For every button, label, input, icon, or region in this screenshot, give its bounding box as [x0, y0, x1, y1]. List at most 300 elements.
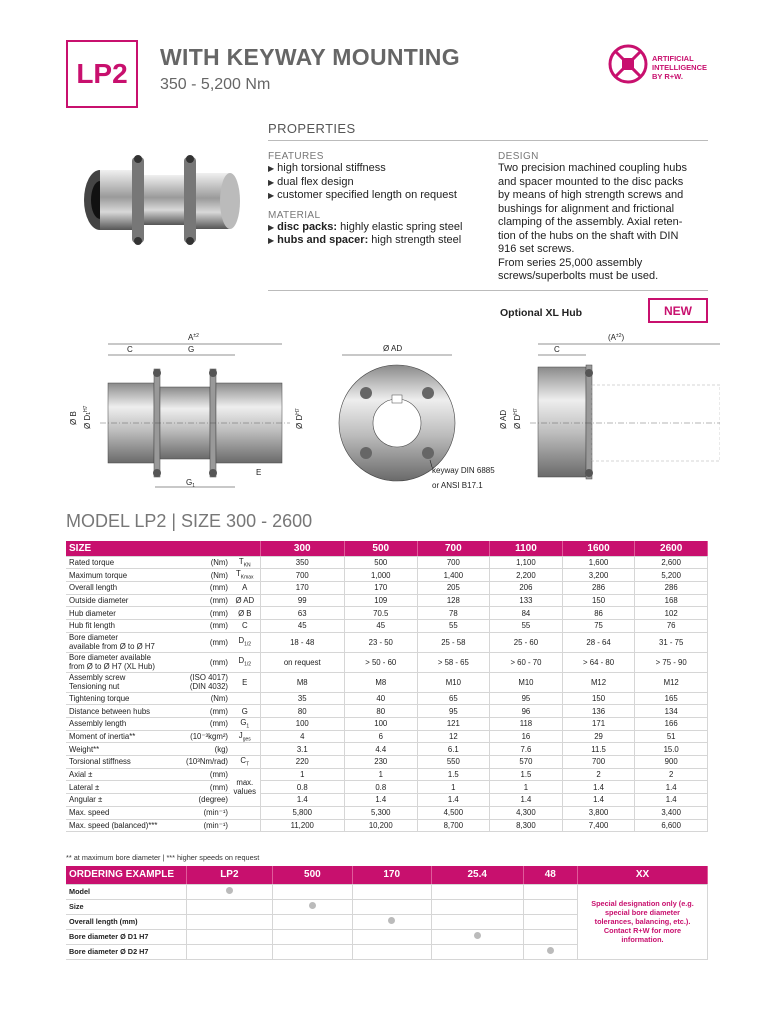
row-value: 55 — [417, 619, 490, 632]
row-value: 0.8 — [260, 781, 344, 794]
feature-item: ▶ customer specified length on request — [268, 189, 457, 201]
row-value: 500 — [344, 556, 417, 569]
row-label: Overall length — [66, 581, 184, 594]
row-value: 8,700 — [417, 819, 490, 832]
row-unit: (Nm) — [184, 556, 230, 569]
row-label: Max. speed — [66, 806, 184, 819]
row-value: 6 — [344, 730, 417, 743]
row-value: 1.4 — [260, 794, 344, 807]
design-line: clamping of the assembly. Axial reten- — [498, 216, 683, 228]
ordering-header-cell: ORDERING EXAMPLE — [66, 866, 186, 884]
row-unit: (mm) — [184, 594, 230, 607]
row-value: 700 — [562, 756, 635, 769]
row-value: 4.4 — [344, 743, 417, 756]
row-value: 5,300 — [344, 806, 417, 819]
dim-ad-xl: Ø AD — [499, 409, 508, 429]
row-unit: (mm) — [184, 581, 230, 594]
series-badge: LP2 — [66, 40, 138, 108]
technical-drawing — [60, 325, 720, 495]
ordering-cell — [523, 914, 577, 929]
row-label: Rated torque — [66, 556, 184, 569]
ordering-cell — [186, 899, 273, 914]
row-value: M10 — [490, 672, 563, 692]
spec-header-size-value: 700 — [417, 541, 490, 556]
row-value: 550 — [417, 756, 490, 769]
row-value: 29 — [562, 730, 635, 743]
ordering-cell — [186, 929, 273, 944]
row-value: 11.5 — [562, 743, 635, 756]
row-value: 2,600 — [635, 556, 708, 569]
ordering-cell — [431, 929, 523, 944]
dim-g: G — [188, 345, 195, 354]
row-unit: (mm) — [184, 781, 230, 794]
row-symbol: A — [230, 581, 260, 594]
row-value: 55 — [490, 619, 563, 632]
spec-header-size: SIZE — [66, 541, 260, 556]
brand-text: ARTIFICIAL INTELLIGENCE BY R+W. — [652, 54, 708, 81]
row-value: 286 — [635, 581, 708, 594]
ordering-cell — [352, 929, 431, 944]
spec-header-size-value: 2600 — [635, 541, 708, 556]
ordering-cell — [273, 929, 352, 944]
spec-table — [66, 541, 708, 832]
row-value: 170 — [344, 581, 417, 594]
row-value: 128 — [417, 594, 490, 607]
row-value: 18 - 48 — [260, 632, 344, 652]
row-unit: (degree) — [184, 794, 230, 807]
dim-d1: Ø $D1^{H7}$ — [83, 405, 92, 429]
ordering-cell — [431, 899, 523, 914]
row-value: 86 — [562, 607, 635, 620]
row-value: 700 — [260, 569, 344, 582]
row-value: 206 — [490, 581, 563, 594]
dim-d2: Ø $D^{H7}$ — [295, 408, 304, 429]
row-value: 95 — [417, 705, 490, 718]
row-value: 70.5 — [344, 607, 417, 620]
row-label: Assembly screw Tensioning nut — [66, 672, 184, 692]
dim-c-xl: C — [554, 345, 560, 354]
xl-hub-view — [499, 333, 720, 479]
brand-emblem-icon — [606, 42, 650, 86]
table-row — [66, 756, 708, 769]
row-value: 99 — [260, 594, 344, 607]
row-value: 84 — [490, 607, 563, 620]
table-row — [66, 768, 708, 781]
design-line: screws/superbolts must be used. — [498, 270, 659, 282]
row-value: 4,300 — [490, 806, 563, 819]
ordering-cell — [186, 884, 273, 899]
ordering-row — [66, 884, 708, 899]
page-title: WITH KEYWAY MOUNTING — [160, 44, 460, 70]
new-badge: NEW — [648, 298, 708, 323]
row-symbol: Ø AD — [230, 594, 260, 607]
ordering-cell — [523, 944, 577, 959]
properties-heading: PROPERTIES — [268, 121, 356, 136]
ordering-cell — [523, 884, 577, 899]
table-row — [66, 743, 708, 756]
row-value: 3,400 — [635, 806, 708, 819]
material-item: ▶ disc packs: highly elastic spring steel — [268, 220, 463, 233]
dim-e: E — [256, 468, 262, 477]
spec-header-size-value: 500 — [344, 541, 417, 556]
row-unit: (min⁻¹) — [184, 806, 230, 819]
row-symbol: $J_{ges}$ — [230, 730, 260, 743]
ordering-header-cell: LP2 — [186, 866, 273, 884]
ordering-row-label: Model — [66, 884, 186, 899]
row-value: 65 — [417, 692, 490, 705]
row-label: Lateral ± — [66, 781, 184, 794]
row-value: 1.5 — [417, 768, 490, 781]
row-value: 100 — [260, 718, 344, 731]
row-label: Bore diameter available from Ø to Ø H7 — [66, 632, 184, 652]
row-value: 7,400 — [562, 819, 635, 832]
dim-a-xl: $(A^{\pm 2})$ — [608, 333, 625, 342]
row-symbol — [230, 806, 260, 819]
table-row — [66, 705, 708, 718]
feature-item: ▶ high torsional stiffness — [268, 162, 386, 174]
side-view — [69, 333, 304, 489]
design-line: 916 set screws. — [498, 243, 575, 255]
material-item: ▶ hubs and spacer: high strength steel — [268, 234, 462, 246]
row-symbol: E — [230, 672, 260, 692]
ordering-cell — [273, 944, 352, 959]
ordering-header-cell: XX — [578, 866, 708, 884]
row-value: 1 — [344, 768, 417, 781]
ordering-cell — [273, 914, 352, 929]
divider — [268, 290, 708, 291]
row-symbol — [230, 819, 260, 832]
selection-dot-icon — [388, 917, 395, 924]
ordering-cell — [523, 929, 577, 944]
keyway-label-ansi: or ANSI B17.1 — [432, 481, 483, 490]
row-value: 16 — [490, 730, 563, 743]
dim-d-xl: Ø $D^{H7}$ — [513, 408, 522, 429]
row-value: 51 — [635, 730, 708, 743]
table-row — [66, 581, 708, 594]
row-value: 5,800 — [260, 806, 344, 819]
row-value: 63 — [260, 607, 344, 620]
row-unit: (mm) — [184, 718, 230, 731]
model-heading: MODEL LP2 | SIZE 300 - 2600 — [66, 511, 313, 531]
material-label: MATERIAL — [268, 209, 321, 221]
row-value: 80 — [260, 705, 344, 718]
row-label: Hub diameter — [66, 607, 184, 620]
row-value: 1.4 — [417, 794, 490, 807]
table-row — [66, 569, 708, 582]
ordering-note: Special designation only (e.g. special bore diameter tolerances, balancing, etc.). Contact R+W for more information. — [578, 884, 708, 959]
row-value: 5,200 — [635, 569, 708, 582]
row-value: 31 - 75 — [635, 632, 708, 652]
table-row — [66, 652, 708, 672]
table-row — [66, 718, 708, 731]
row-unit: (mm) — [184, 619, 230, 632]
row-value: 95 — [490, 692, 563, 705]
row-value: 15.0 — [635, 743, 708, 756]
row-value: 11,200 — [260, 819, 344, 832]
row-value: 0.8 — [344, 781, 417, 794]
row-unit: (Nm) — [184, 692, 230, 705]
optional-xl-hub-label: Optional XL Hub — [500, 307, 583, 319]
row-value: > 50 - 60 — [344, 652, 417, 672]
ordering-header-row — [66, 866, 708, 884]
table-row — [66, 730, 708, 743]
dim-c: C — [127, 345, 133, 354]
row-value: 136 — [562, 705, 635, 718]
table-row — [66, 672, 708, 692]
row-value: 134 — [635, 705, 708, 718]
row-label: Assembly length — [66, 718, 184, 731]
row-unit: (mm) — [184, 705, 230, 718]
row-value: 165 — [635, 692, 708, 705]
row-value: 1.4 — [344, 794, 417, 807]
row-value: 100 — [344, 718, 417, 731]
row-value: 170 — [260, 581, 344, 594]
row-value: 76 — [635, 619, 708, 632]
table-row — [66, 781, 708, 794]
row-unit: (ISO 4017) (DIN 4032) — [184, 672, 230, 692]
spec-header-size-value: 1600 — [562, 541, 635, 556]
row-unit: (kg) — [184, 743, 230, 756]
features-label: FEATURES — [268, 151, 324, 162]
ordering-header-cell: 48 — [523, 866, 577, 884]
row-symbol: $D_{1/2}$ — [230, 632, 260, 652]
row-value: 7.6 — [490, 743, 563, 756]
ordering-row-label: Bore diameter Ø D1 H7 — [66, 929, 186, 944]
row-value: M10 — [417, 672, 490, 692]
row-symbol: $G_1$ — [230, 718, 260, 731]
selection-dot-icon — [226, 887, 233, 894]
row-value: 25 - 60 — [490, 632, 563, 652]
row-label: Distance between hubs — [66, 705, 184, 718]
row-value: > 58 - 65 — [417, 652, 490, 672]
row-value: 168 — [635, 594, 708, 607]
row-label: Hub fit length — [66, 619, 184, 632]
row-unit: (10⁻³kgm²) — [184, 730, 230, 743]
ordering-cell — [273, 884, 352, 899]
row-symbol: C — [230, 619, 260, 632]
ordering-cell — [352, 914, 431, 929]
row-unit: (10³Nm/rad) — [186, 757, 229, 767]
ordering-cell — [273, 899, 352, 914]
row-value: 150 — [562, 692, 635, 705]
selection-dot-icon — [474, 932, 481, 939]
row-value: 220 — [260, 756, 344, 769]
row-value: 205 — [417, 581, 490, 594]
row-value: 4 — [260, 730, 344, 743]
ordering-row-label: Bore diameter Ø D2 H7 — [66, 944, 186, 959]
row-value: 121 — [417, 718, 490, 731]
ordering-cell — [431, 914, 523, 929]
row-value: 6,600 — [635, 819, 708, 832]
row-value: 1.5 — [490, 768, 563, 781]
row-symbol: Ø B — [230, 607, 260, 620]
row-value: M8 — [344, 672, 417, 692]
max-values-label: max. values — [230, 768, 260, 806]
row-value: 700 — [417, 556, 490, 569]
ordering-cell — [431, 944, 523, 959]
row-symbol: G — [230, 705, 260, 718]
row-value: 102 — [635, 607, 708, 620]
row-value: 10,200 — [344, 819, 417, 832]
row-symbol: $D_{1/2}$ — [230, 652, 260, 672]
table-row — [66, 794, 708, 807]
row-symbol — [230, 692, 260, 705]
torque-range: 350 - 5,200 Nm — [160, 76, 271, 93]
row-value: 23 - 50 — [344, 632, 417, 652]
row-symbol: $T_{Kmax}$ — [230, 569, 260, 582]
row-value: > 64 - 80 — [562, 652, 635, 672]
dim-b: Ø B — [69, 411, 78, 425]
row-value: M12 — [635, 672, 708, 692]
row-value: 1,100 — [490, 556, 563, 569]
design-block — [498, 151, 713, 284]
row-value: 75 — [562, 619, 635, 632]
table-row — [66, 594, 708, 607]
row-label: Maximum torque — [66, 569, 184, 582]
feature-item: ▶ dual flex design — [268, 175, 354, 188]
brand-logo — [606, 42, 710, 84]
row-value: 96 — [490, 705, 563, 718]
row-symbol — [230, 743, 260, 756]
row-value: 166 — [635, 718, 708, 731]
row-value: 1 — [417, 781, 490, 794]
table-row — [66, 607, 708, 620]
selection-dot-icon — [547, 947, 554, 954]
coupling-photo — [70, 145, 250, 250]
row-value: 3.1 — [260, 743, 344, 756]
row-value: M12 — [562, 672, 635, 692]
spec-header-row — [66, 541, 708, 556]
ordering-row-label: Overall length (mm) — [66, 914, 186, 929]
row-value: 1 — [490, 781, 563, 794]
dim-g1: $G_1$ — [186, 478, 196, 489]
table-row — [66, 806, 708, 819]
row-value: 78 — [417, 607, 490, 620]
ordering-table — [66, 866, 708, 960]
row-value: M8 — [260, 672, 344, 692]
row-label: Bore diameter available from Ø to Ø H7 (XL Hub) — [66, 652, 184, 672]
row-unit: (mm) — [184, 652, 230, 672]
row-value: 1,600 — [562, 556, 635, 569]
design-line: bushings for alignment and frictional — [498, 202, 675, 215]
row-value: 133 — [490, 594, 563, 607]
dim-a: $A^{\pm 2}$ — [188, 333, 199, 342]
ordering-header-cell: 500 — [273, 866, 352, 884]
selection-dot-icon — [309, 902, 316, 909]
row-label: Weight** — [66, 743, 184, 756]
row-value: 900 — [635, 756, 708, 769]
design-line: and spacer mounted to the disc packs — [498, 175, 684, 188]
footnote: ** at maximum bore diameter | *** higher speeds on request — [66, 853, 260, 862]
design-label: DESIGN — [498, 151, 539, 162]
ordering-row-label: Size — [66, 899, 186, 914]
design-line: Two precision machined coupling hubs — [498, 162, 687, 174]
row-value: 570 — [490, 756, 563, 769]
row-value: 230 — [344, 756, 417, 769]
ordering-cell — [352, 899, 431, 914]
row-value: 45 — [260, 619, 344, 632]
keyway-label: keyway DIN 6885 — [432, 466, 495, 475]
row-value: 171 — [562, 718, 635, 731]
dim-ad: Ø AD — [383, 344, 403, 353]
row-value: 6.1 — [417, 743, 490, 756]
row-value: 25 - 58 — [417, 632, 490, 652]
features-block — [268, 151, 488, 248]
row-value: > 75 - 90 — [635, 652, 708, 672]
row-value: 150 — [562, 594, 635, 607]
row-value: 1.4 — [490, 794, 563, 807]
row-value: 4,500 — [417, 806, 490, 819]
row-value: 350 — [260, 556, 344, 569]
row-value: > 60 - 70 — [490, 652, 563, 672]
row-value: 118 — [490, 718, 563, 731]
row-value: 1.4 — [635, 781, 708, 794]
row-value: 8,300 — [490, 819, 563, 832]
spec-header-size-value: 1100 — [490, 541, 563, 556]
divider — [268, 140, 708, 141]
row-symbol: $T_{KN}$ — [230, 556, 260, 569]
row-label: Torsional stiffness — [66, 756, 184, 769]
row-value: 286 — [562, 581, 635, 594]
ordering-cell — [186, 944, 273, 959]
row-value: 109 — [344, 594, 417, 607]
row-value: 2 — [635, 768, 708, 781]
front-view — [339, 344, 495, 490]
design-line: tion of the hubs on the shaft with DIN — [498, 229, 679, 242]
ordering-cell — [352, 884, 431, 899]
row-unit: (min⁻¹) — [184, 819, 230, 832]
row-label: Moment of inertia** — [66, 730, 184, 743]
design-line: by means of high strength screws and — [498, 189, 684, 201]
row-label: Outside diameter — [66, 594, 184, 607]
row-value: 3,200 — [562, 569, 635, 582]
row-value: 12 — [417, 730, 490, 743]
row-unit: (Nm) — [184, 569, 230, 582]
row-value: 80 — [344, 705, 417, 718]
table-row — [66, 819, 708, 832]
row-value: 1,400 — [417, 569, 490, 582]
row-value: 2,200 — [490, 569, 563, 582]
row-value: 1 — [260, 768, 344, 781]
ordering-header-cell: 170 — [352, 866, 431, 884]
table-row — [66, 692, 708, 705]
row-value: 1.4 — [562, 794, 635, 807]
ordering-header-cell: 25.4 — [431, 866, 523, 884]
row-unit: (mm) — [184, 607, 230, 620]
row-value: on request — [260, 652, 344, 672]
row-value: 1,000 — [344, 569, 417, 582]
row-symbol: $C_T$ — [230, 756, 260, 769]
row-value: 45 — [344, 619, 417, 632]
row-label: Tightening torque — [66, 692, 184, 705]
table-row — [66, 556, 708, 569]
row-unit: (mm) — [184, 632, 230, 652]
table-row — [66, 632, 708, 652]
row-label: Axial ± — [66, 768, 184, 781]
row-value: 1.4 — [562, 781, 635, 794]
row-value: 1.4 — [635, 794, 708, 807]
spec-header-size-value: 300 — [260, 541, 344, 556]
row-unit: (mm) — [184, 768, 230, 781]
ordering-cell — [352, 944, 431, 959]
row-label: Angular ± — [66, 794, 184, 807]
ordering-cell — [186, 914, 273, 929]
row-label: Max. speed (balanced)*** — [66, 819, 184, 832]
row-value: 35 — [260, 692, 344, 705]
design-line: From series 25,000 assembly — [498, 256, 643, 269]
row-value: 2 — [562, 768, 635, 781]
row-value: 3,800 — [562, 806, 635, 819]
